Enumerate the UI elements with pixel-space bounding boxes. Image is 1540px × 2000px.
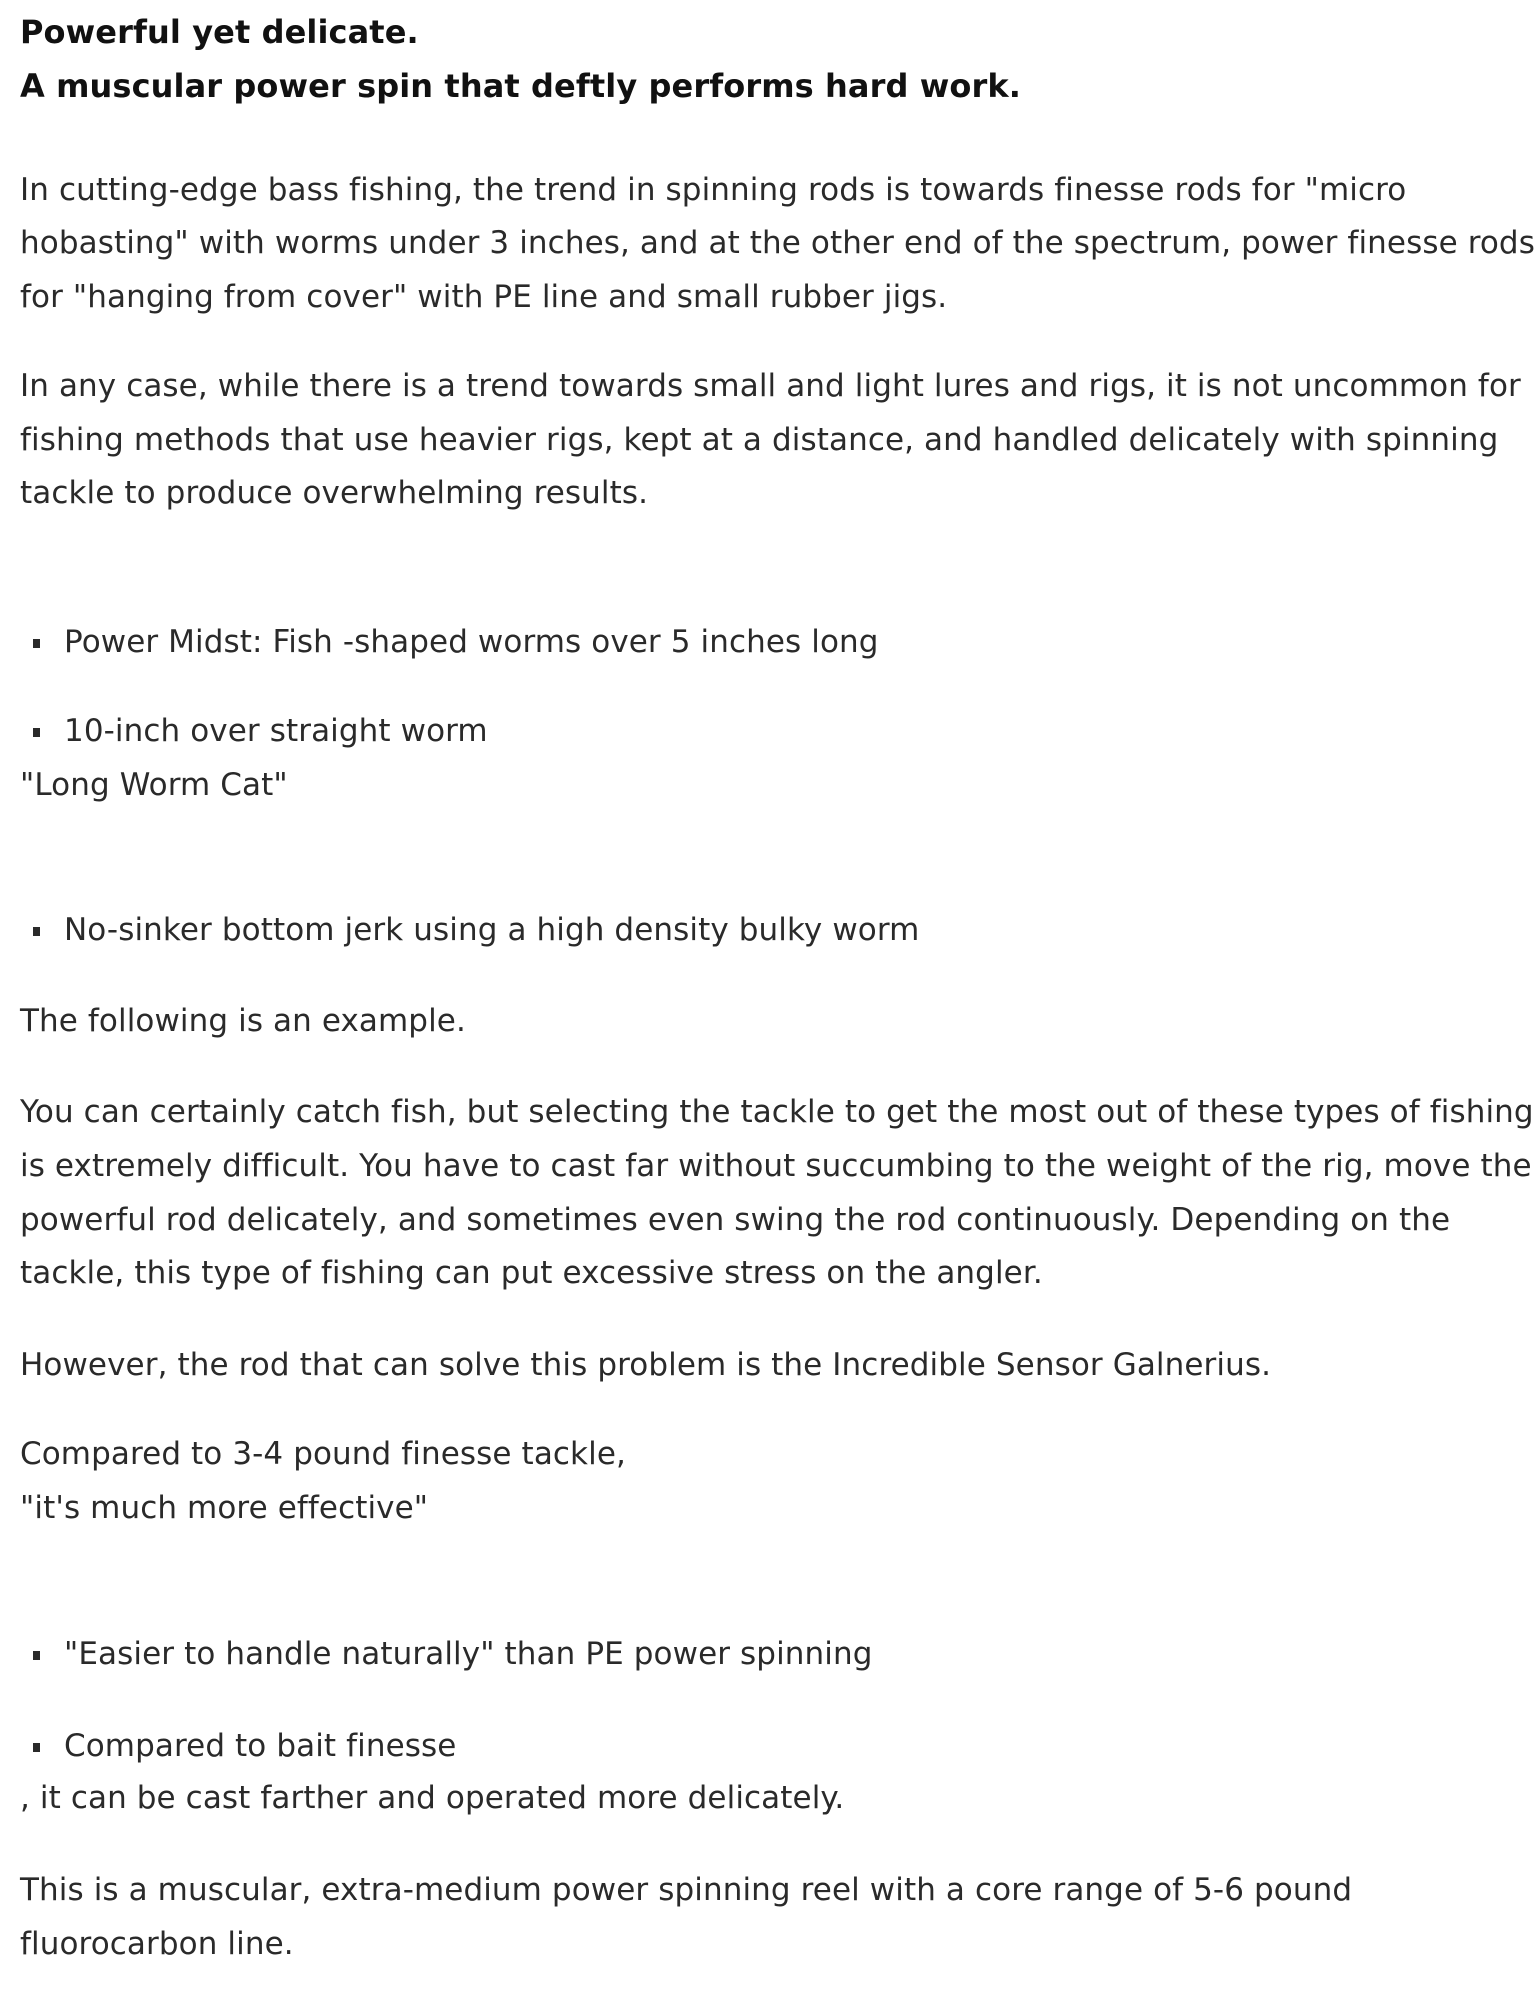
paragraph-1-line-3: for "hanging from cover" with PE line and small rubber jigs. bbox=[20, 279, 948, 315]
list-item: "Easier to handle naturally" than PE power spinning bbox=[64, 1636, 873, 1672]
bullet-marker bbox=[33, 728, 40, 737]
paragraph-3: The following is an example. bbox=[20, 1003, 466, 1039]
paragraph-2-line-3: tackle to produce overwhelming results. bbox=[20, 475, 649, 511]
bullet-marker bbox=[33, 639, 40, 648]
paragraph-1-line-2: hobasting" with worms under 3 inches, and at the other end of the spectrum, power finesse rods bbox=[20, 225, 1535, 261]
paragraph-2-line-1: In any case, while there is a trend towards small and light lures and rigs, it is not uncommon for bbox=[20, 368, 1521, 404]
paragraph-6-line-2: "it's much more effective" bbox=[20, 1490, 429, 1526]
list-item: Compared to bait finesse bbox=[64, 1728, 457, 1764]
paragraph-4-line-4: tackle, this type of fishing can put excessive stress on the angler. bbox=[20, 1255, 1043, 1291]
paragraph-2-line-2: fishing methods that use heavier rigs, kept at a distance, and handled delicately with spinning bbox=[20, 422, 1499, 458]
list-item-continuation: "Long Worm Cat" bbox=[20, 767, 288, 803]
paragraph-1-line-1: In cutting-edge bass fishing, the trend in spinning rods is towards finesse rods for "micro bbox=[20, 172, 1407, 208]
list-item: 10-inch over straight worm bbox=[64, 713, 488, 749]
paragraph-6-line-1: Compared to 3-4 pound finesse tackle, bbox=[20, 1436, 626, 1472]
bullet-marker bbox=[33, 1743, 40, 1752]
bullet-marker bbox=[33, 927, 40, 936]
paragraph-4-line-3: powerful rod delicately, and sometimes even swing the rod continuously. Depending on the bbox=[20, 1202, 1451, 1238]
heading-line-2: A muscular power spin that deftly performs hard work. bbox=[20, 67, 1022, 105]
paragraph-7-line-1: This is a muscular, extra-medium power spinning reel with a core range of 5-6 pound bbox=[20, 1872, 1353, 1908]
list-item: Power Midst: Fish -shaped worms over 5 inches long bbox=[64, 624, 879, 660]
paragraph-4-line-1: You can certainly catch fish, but selecting the tackle to get the most out of these types of fishing bbox=[20, 1094, 1534, 1130]
list-item-continuation: , it can be cast farther and operated more delicately. bbox=[20, 1780, 845, 1816]
bullet-marker bbox=[33, 1651, 40, 1660]
paragraph-7-line-2: fluorocarbon line. bbox=[20, 1926, 294, 1962]
heading-line-1: Powerful yet delicate. bbox=[20, 13, 419, 51]
paragraph-4-line-2: is extremely difficult. You have to cast far without succumbing to the weight of the rig, move the bbox=[20, 1148, 1532, 1184]
list-item: No-sinker bottom jerk using a high density bulky worm bbox=[64, 912, 920, 948]
paragraph-5: However, the rod that can solve this problem is the Incredible Sensor Galnerius. bbox=[20, 1347, 1272, 1383]
